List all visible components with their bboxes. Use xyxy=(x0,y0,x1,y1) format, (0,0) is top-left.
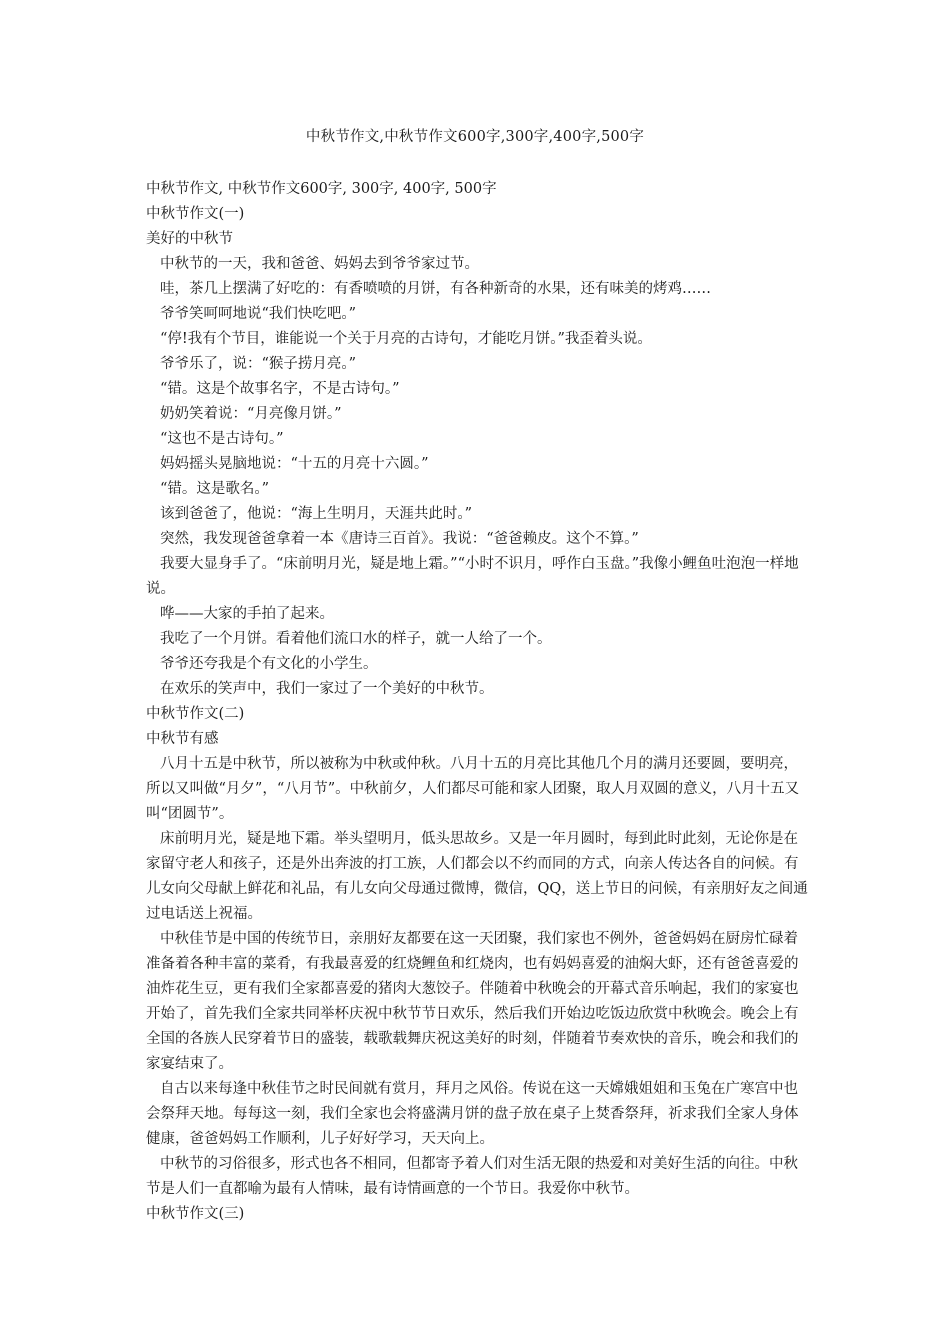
body-paragraph: 中秋节的习俗很多，形式也各不相同，但都寄予着人们对生活无限的热爱和对美好生活的向往。中秋节是人们一直都喻为最有人情味，最有诗情画意的一个节日。我爱你中秋节。 xyxy=(146,1156,798,1197)
body-paragraph: 我要大显身手了。“床前明月光，疑是地上霜。”“小时不识月，呼作白玉盘。”我像小鲤鱼吐泡泡一样地说。 xyxy=(146,556,799,597)
body-paragraph: “停!我有个节目，谁能说一个关于月亮的古诗句，才能吃月饼。”我歪着头说。 xyxy=(160,331,652,347)
section-heading: 中秋节作文(三) xyxy=(146,1206,245,1222)
body-paragraph: 该到爸爸了，他说：“海上生明月，天涯共此时。” xyxy=(160,506,473,522)
body-paragraph: 八月十五是中秋节，所以被称为中秋或仲秋。八月十五的月亮比其他几个月的满月还要圆，要明亮，所以又叫做“月夕”，“八月节”。中秋前夕，人们都尽可能和家人团聚，取人月双圆的意义，八月十五又叫“团圆节”。 xyxy=(146,756,800,822)
body-paragraph: 床前明月光，疑是地下霜。举头望明月，低头思故乡。又是一年月圆时，每到此时此刻，无论你是在家留守老人和孩子，还是外出奔波的打工族，人们都会以不约而同的方式，向亲人传达各自的问候。有儿女向父母献上鲜花和礼品，有儿女向父母通过微博，微信，QQ，送上节日的问候，有亲朋好友之间通过电话送上祝福。 xyxy=(146,831,808,922)
section-heading: 美好的中秋节 xyxy=(146,231,233,247)
body-paragraph: 爷爷还夸我是个有文化的小学生。 xyxy=(160,656,378,672)
body-paragraph: 在欢乐的笑声中，我们一家过了一个美好的中秋节。 xyxy=(160,681,494,697)
body-paragraph: “错。这是个故事名字，不是古诗句。” xyxy=(160,381,400,397)
body-paragraph: “这也不是古诗句。” xyxy=(160,431,284,447)
section-heading: 中秋节作文(一) xyxy=(146,206,245,222)
body-paragraph: 突然，我发现爸爸拿着一本《唐诗三百首》。我说：“爸爸赖皮。这个不算。” xyxy=(160,531,639,547)
section-heading: 中秋节有感 xyxy=(146,731,219,747)
body-paragraph: 哗——大家的手拍了起来。 xyxy=(160,606,334,622)
body-paragraph: 爷爷笑呵呵地说“我们快吃吧。” xyxy=(160,306,357,322)
document-title: 中秋节作文,中秋节作文600字,300字,400字,500字 xyxy=(305,129,645,145)
body-paragraph: 哇，茶几上摆满了好吃的：有香喷喷的月饼，有各种新奇的水果，还有味美的烤鸡…… xyxy=(160,281,711,297)
body-paragraph: 中秋节的一天，我和爸爸、妈妈去到爷爷家过节。 xyxy=(160,256,479,272)
body-paragraph: 奶奶笑着说：“月亮像月饼。” xyxy=(160,406,342,422)
body-paragraph: 妈妈摇头晃脑地说：“十五的月亮十六圆。” xyxy=(160,456,429,472)
body-paragraph: 我吃了一个月饼。看着他们流口水的样子，就一人给了一个。 xyxy=(160,631,552,647)
body-paragraph: 自古以来每逢中秋佳节之时民间就有赏月，拜月之风俗。传说在这一天嫦娥姐姐和玉兔在广寒宫中也会祭拜天地。每每这一刻，我们全家也会将盛满月饼的盘子放在桌子上焚香祭拜，祈求我们全家人身体健康，爸爸妈妈工作顺利，儿子好好学习，天天向上。 xyxy=(146,1081,799,1147)
section-heading: 中秋节作文, 中秋节作文600字, 300字, 400字, 500字 xyxy=(146,181,497,197)
body-paragraph: 中秋佳节是中国的传统节日，亲朋好友都要在这一天团聚，我们家也不例外，爸爸妈妈在厨房忙碌着准备着各种丰富的菜肴，有我最喜爱的红烧鲤鱼和红烧肉，也有妈妈喜爱的油焖大虾，还有爸爸喜爱的油炸花生豆，更有我们全家都喜爱的猪肉大葱饺子。伴随着中秋晚会的开幕式音乐响起，我们的家宴也开始了，首先我们全家共同举杯庆祝中秋节节日欢乐，然后我们开始边吃饭边欣赏中秋晚会。晚会上有全国的各族人民穿着节日的盛装，载歌载舞庆祝这美好的时刻，伴随着节奏欢快的音乐，晚会和我们的家宴结束了。 xyxy=(146,931,799,1072)
body-paragraph: 爷爷乐了，说：“猴子捞月亮。” xyxy=(160,356,357,372)
body-paragraph: “错。这是歌名。” xyxy=(160,481,270,497)
section-heading: 中秋节作文(二) xyxy=(146,706,245,722)
document-body xyxy=(146,177,808,1227)
